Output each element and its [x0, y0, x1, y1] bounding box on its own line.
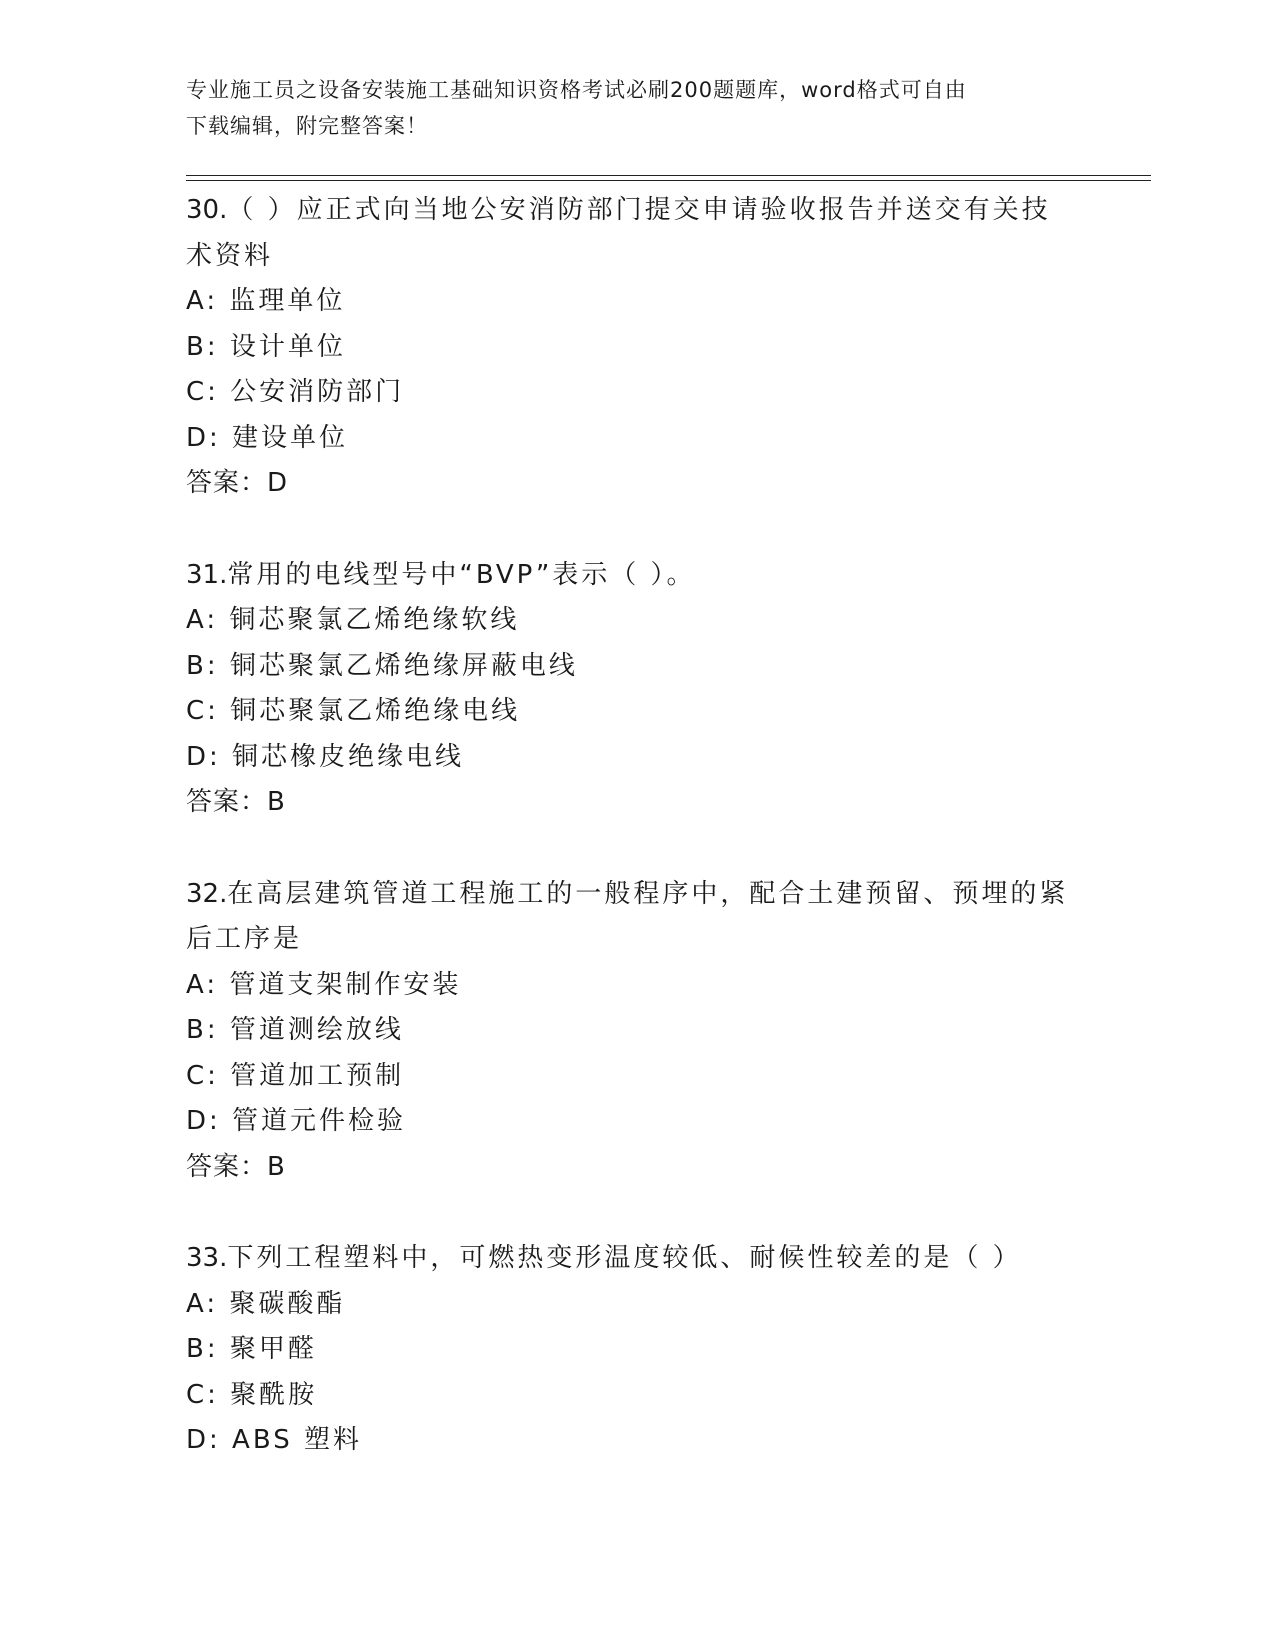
option-c: C: 公安消防部门 [186, 377, 405, 407]
option-a: A: 聚碳酸酯 [186, 1288, 346, 1319]
question-stem-text: 常用的电线型号中“BVP”表示（ ）。 [227, 559, 696, 590]
answer: 答案：B [186, 787, 286, 817]
question-stem [186, 872, 1086, 918]
option-a: A: 铜芯聚氯乙烯绝缘软线 [186, 605, 520, 635]
question-number: 33. [186, 1243, 228, 1273]
option-d: D: 管道元件检验 [186, 1106, 407, 1136]
question-31 [186, 553, 1086, 826]
question-stem [186, 553, 1086, 599]
header-divider-top [186, 175, 1151, 176]
question-33 [186, 1236, 1086, 1464]
option-c: C: 管道加工预制 [186, 1060, 405, 1091]
option-c: C: 铜芯聚氯乙烯绝缘电线 [186, 696, 521, 726]
option-b: B: 聚甲醛 [186, 1334, 317, 1364]
option-a: A: 管道支架制作安装 [186, 969, 462, 1000]
option-d: D: 铜芯橡皮绝缘电线 [186, 741, 465, 772]
question-stem-continued: 术资料 [186, 240, 274, 271]
question-stem-text: 在高层建筑管道工程施工的一般程序中，配合土建预留、预埋的紧 [227, 878, 1069, 909]
question-stem [186, 1236, 1086, 1282]
option-b: B: 铜芯聚氯乙烯绝缘屏蔽电线 [186, 650, 578, 681]
question-number: 30. [186, 195, 228, 225]
header-divider-bottom [186, 180, 1151, 181]
question-list [186, 188, 1086, 1510]
option-d: D: ABS 塑料 [186, 1425, 362, 1455]
answer: 答案：D [186, 468, 289, 498]
question-number: 31. [186, 559, 228, 590]
header-line-2: 下载编辑，附完整答案！ [186, 114, 428, 138]
option-b: B: 管道测绘放线 [186, 1015, 404, 1045]
header-line-1: 专业施工员之设备安装施工基础知识资格考试必刷200题题库，word格式可自由 [186, 78, 967, 102]
question-32 [186, 872, 1086, 1191]
option-c: C: 聚酰胺 [186, 1379, 318, 1410]
question-30 [186, 188, 1086, 507]
option-d: D: 建设单位 [186, 422, 349, 453]
answer: 答案：B [186, 1151, 286, 1182]
option-a: A: 监理单位 [186, 286, 346, 316]
document-header [186, 72, 1086, 144]
question-stem-continued: 后工序是 [186, 924, 303, 954]
question-stem-text: （ ）应正式向当地公安消防部门提交申请验收报告并送交有关技 [227, 195, 1051, 225]
question-stem-text: 下列工程塑料中，可燃热变形温度较低、耐候性较差的是（ ） [227, 1243, 1022, 1273]
option-b: B: 设计单位 [186, 331, 346, 362]
question-number: 32. [186, 878, 228, 909]
question-stem [186, 188, 1086, 234]
